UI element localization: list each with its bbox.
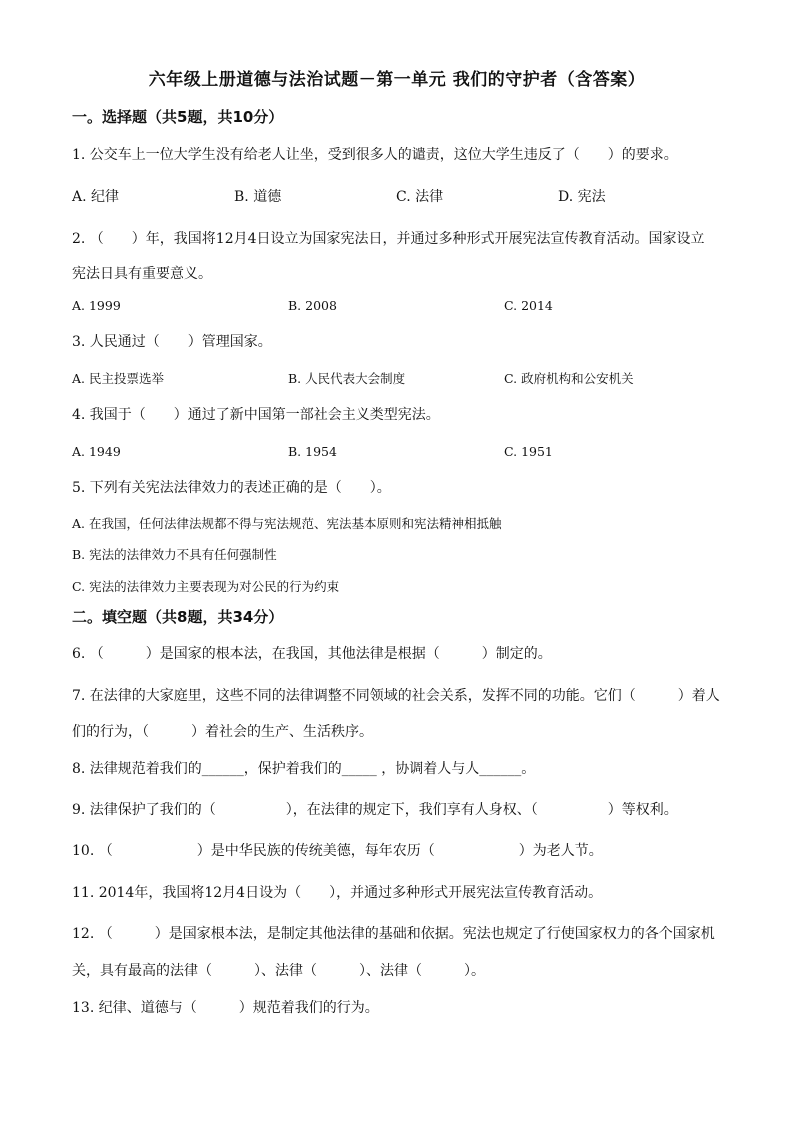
document-title: 六年级上册道德与法治试题－第一单元 我们的守护者（含答案） bbox=[148, 70, 646, 90]
question-2-option-a: A. 1999 bbox=[72, 298, 121, 313]
question-1-option-c: C. 法律 bbox=[396, 189, 444, 205]
question-5-option-a: A. 在我国，任何法律法规都不得与宪法规范、宪法基本原则和宪法精神相抵触 bbox=[72, 516, 502, 531]
question-6-stem: 6. （ ）是国家的根本法，在我国，其他法律是根据（ ）制定的。 bbox=[72, 646, 552, 662]
question-5-option-b: B. 宪法的法律效力不具有任何强制性 bbox=[72, 547, 277, 562]
question-5-option-c: C. 宪法的法律效力主要表现为对公民的行为约束 bbox=[72, 579, 340, 594]
question-2-option-c: C. 2014 bbox=[504, 298, 553, 313]
question-4-option-a: A. 1949 bbox=[72, 444, 121, 459]
question-4-stem: 4. 我国于（ ）通过了新中国第一部社会主义类型宪法。 bbox=[72, 407, 440, 423]
question-1-option-d: D. 宪法 bbox=[558, 189, 606, 205]
question-1-option-a: A. 纪律 bbox=[72, 189, 120, 205]
question-8-stem: 8. 法律规范着我们的______，保护着我们的_____ ，协调着人与人______。 bbox=[72, 761, 536, 777]
question-3-option-a: A. 民主投票选举 bbox=[72, 371, 164, 386]
question-12-stem-line-2: 关，具有最高的法律（ ）、法律（ ）、法律（ ）。 bbox=[72, 963, 485, 979]
question-2-option-b: B. 2008 bbox=[288, 298, 337, 313]
question-11-stem: 11. 2014年，我国将12月4日设为（ ），并通过多种形式开展宪法宣传教育活动。 bbox=[72, 885, 603, 901]
question-4-option-b: B. 1954 bbox=[288, 444, 337, 459]
question-7-stem-line-2: 们的行为，（ ）着社会的生产、生活秩序。 bbox=[72, 724, 373, 740]
question-2-stem-line-1: 2. （ ）年，我国将12月4日设立为国家宪法日，并通过多种形式开展宪法宣传教育活动。国家设立 bbox=[72, 231, 705, 247]
question-4-option-c: C. 1951 bbox=[504, 444, 553, 459]
question-13-stem: 13. 纪律、道德与（ ）规范着我们的行为。 bbox=[72, 1000, 379, 1016]
question-5-stem: 5. 下列有关宪法法律效力的表述正确的是（ ）。 bbox=[72, 480, 391, 496]
question-3-option-b: B. 人民代表大会制度 bbox=[288, 371, 406, 386]
section-heading-choice: 一。选择题（共5题，共10分） bbox=[72, 108, 284, 126]
question-12-stem-line-1: 12. （ ）是国家根本法，是制定其他法律的基础和依据。宪法也规定了行使国家权力的各个国家机 bbox=[72, 926, 715, 942]
question-10-stem: 10. （ ）是中华民族的传统美德，每年农历（ ）为老人节。 bbox=[72, 843, 603, 859]
question-7-stem-line-1: 7. 在法律的大家庭里，这些不同的法律调整不同领域的社会关系，发挥不同的功能。它们（ ）着人 bbox=[72, 688, 720, 704]
question-3-option-c: C. 政府机构和公安机关 bbox=[504, 371, 634, 386]
question-1-option-b: B. 道德 bbox=[234, 189, 282, 205]
question-1-stem: 1. 公交车上一位大学生没有给老人让坐，受到很多人的谴责，这位大学生违反了（ ）的要求。 bbox=[72, 147, 678, 163]
question-2-stem-line-2: 宪法日具有重要意义。 bbox=[72, 266, 212, 282]
question-3-stem: 3. 人民通过（ ）管理国家。 bbox=[72, 334, 272, 350]
section-heading-fill-blank: 二。填空题（共8题，共34分） bbox=[72, 608, 284, 626]
question-9-stem: 9. 法律保护了我们的（ ），在法律的规定下，我们享有人身权、（ ）等权利。 bbox=[72, 802, 678, 818]
